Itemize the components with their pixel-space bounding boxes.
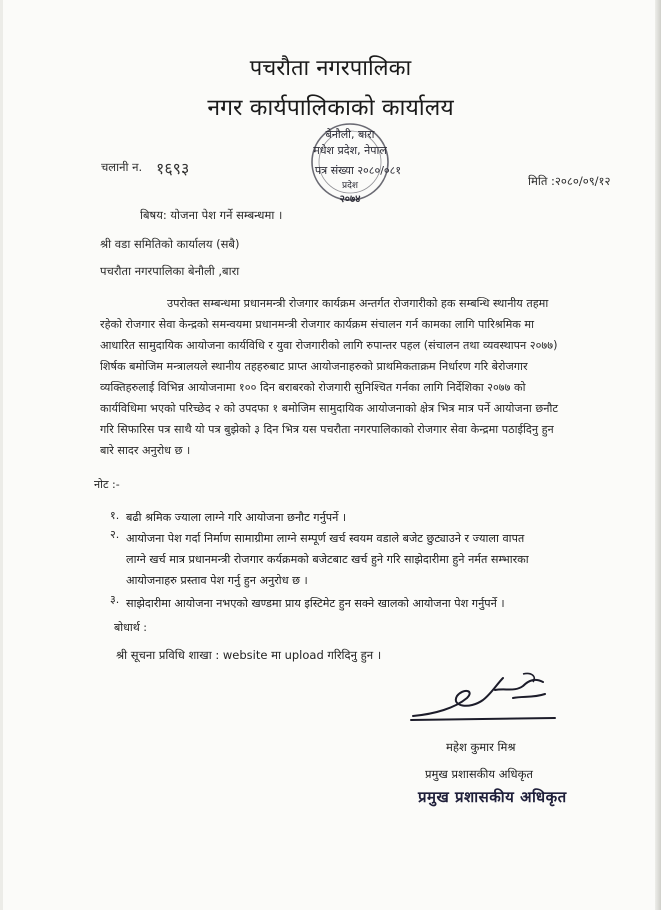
note-number: ३. (110, 593, 120, 606)
seal-line-2: मधेश प्रदेश, नेपाल (313, 144, 387, 157)
seal-graphic (298, 118, 410, 208)
page-edge-left (0, 0, 3, 910)
body-line: आधारित सामुदायिक आयोजना कार्यविधि र युवा रोजगारीको लागि रुपान्तर पहल (संचालन तथा व्यवस्थापन २०७७) (100, 339, 558, 352)
seal-line-3: पत्र संख्या २०८०/०८१ (314, 164, 402, 177)
body-line: उपरोक्त सम्बन्धमा प्रधानमन्त्री रोजगार कार्यक्रम अन्तर्गत रोजगारीको हक सम्बन्धि स्थानीय तहमा (167, 297, 549, 310)
body-line: शिर्षक बमोजिम मन्त्रालयले स्थानीय तहहरुबाट प्राप्त आयोजनाहरुको प्राथमिकताक्रम निर्धारण गरि बेरोजगार (100, 360, 528, 373)
signature-graphic (405, 668, 565, 726)
letter-date: मिति :२०८०/०९/१२ (528, 174, 611, 188)
note-line: लाग्ने खर्च मात्र प्रधानमन्त्री रोजगार कर्यक्रमको बजेटबाट खर्च हुने गरि साझेदारीमा हुने नर्मत सम्भारका (126, 553, 529, 566)
signatory-title: प्रमुख प्रशासकीय अधिकृत (425, 767, 533, 781)
body-line: बारे सादर अनुरोध छ । (100, 444, 191, 457)
note-line: आयोजनाहरु प्रस्ताव पेश गर्नु हुन अनुरोध छ । (126, 574, 308, 587)
seal-line-5: २०७४ (339, 194, 361, 205)
body-line: कार्यविधिमा भएको परिच्छेद २ को उपदफा १ बमोजिम सामुदायिक आयोजनाको क्षेत्र भित्र मात्र पर्ने आयोजना छनौट (100, 402, 558, 415)
body-line: गरि सिफारिस पत्र साथै यो पत्र बुझेको ३ दिन भित्र यस पचरौता नगरपालिकाको रोजगार सेवा केन्द्रमा पठाईदिनु हुन (100, 423, 554, 436)
note-line: आयोजना पेश गर्दा निर्माण सामाग्रीमा लाग्ने सम्पूर्ण खर्च स्वयम वडाले बजेट छुट्याउने र ज्याला वापत (126, 532, 525, 545)
letter-subject: बिषय: योजना पेश गर्ने सम्बन्धमा । (140, 208, 283, 222)
copy-to-text: श्री सूचना प्रविधि शाखा : website मा upload गरिदिनु हुन । (116, 648, 382, 662)
signatory-name: महेश कुमार मिश्र (446, 740, 516, 754)
note-number: २. (110, 528, 120, 541)
page-edge-right (655, 0, 661, 910)
organization-name: पचरौता नगरपालिका (249, 56, 412, 81)
body-line: रहेको रोजगार सेवा केन्द्रको समन्वयमा प्रधानमन्त्री रोजगार कार्यक्रम संचालन गर्न कामका लागि पारिश्रमिक मा (100, 318, 535, 331)
recipient-line-1: श्री वडा समितिको कार्यालय (सबै) (100, 237, 240, 251)
note-line: साझेदारीमा आयोजना नभएको खण्डमा प्राय इस्टिमेट हुन सक्ने खालको आयोजना पेश गर्नुपर्ने । (126, 597, 505, 610)
recipient-line-2: पचरौता नगरपालिका बेनौली ,बारा (100, 264, 240, 278)
office-seal-stamp (298, 118, 410, 208)
handwritten-signature (405, 668, 565, 726)
copy-to-label: बोधार्थ : (114, 621, 147, 634)
dispatch-number: १६९३ (156, 159, 190, 178)
note-number: १. (110, 509, 120, 522)
seal-line-1: बेनौली, बारा (325, 128, 375, 141)
note-line: बढी श्रमिक ज्याला लाग्ने गरि आयोजना छनौट गर्नुपर्ने । (126, 511, 347, 524)
dispatch-label: चलानी न. (101, 160, 143, 174)
note-label: नोट :- (94, 478, 120, 491)
seal-line-4: प्रदेश (341, 181, 359, 191)
office-name: नगर कार्यपालिकाको कार्यालय (207, 95, 454, 121)
signatory-stamp-title: प्रमुख प्रशासकीय अधिकृत (418, 788, 567, 806)
body-line: व्यक्तिहरुलाई विभिन्न आयोजनामा १०० दिन बराबरको रोजगारी सुनिश्चित गर्नका लागि निर्देशिका २०७७ को (100, 381, 526, 394)
